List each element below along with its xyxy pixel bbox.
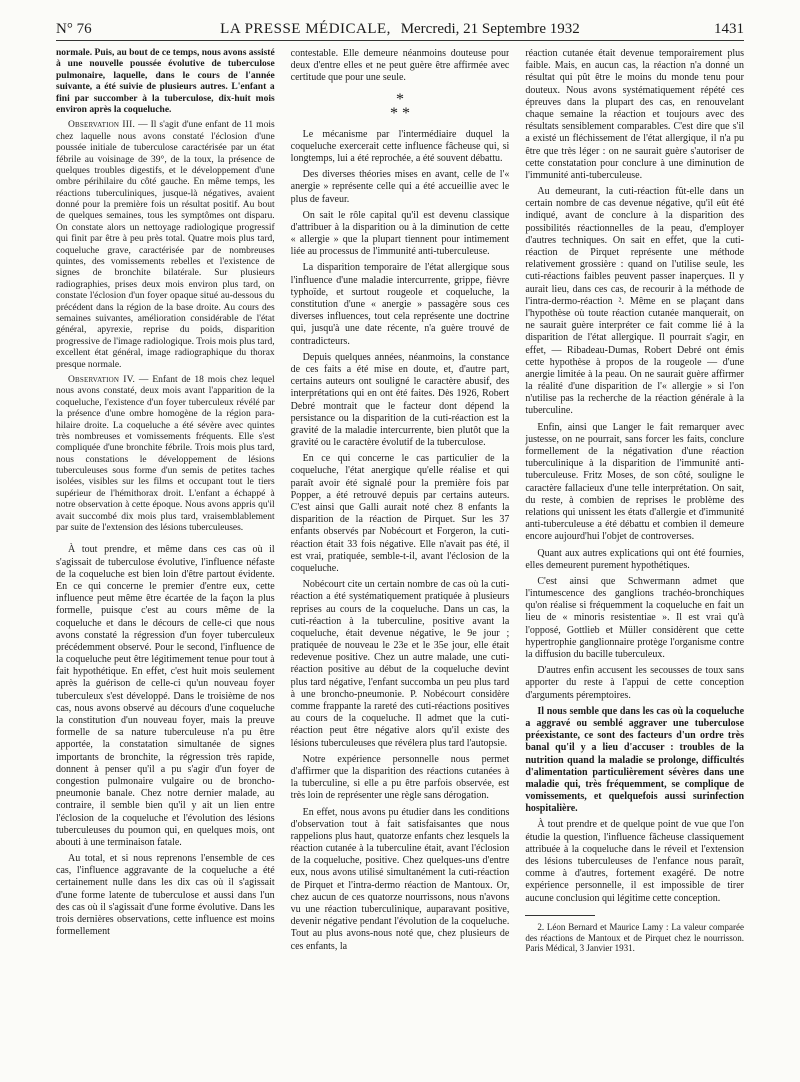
paragraph: contestable. Elle demeure néanmoins douteuse pour deux d'entre elles et ne peut guère être affirmée avec certitude que pour une seule. (290, 48, 510, 84)
paragraph: D'autres enfin accusent les secousses de toux sans apporter du reste à l'appui de cette conception d'arguments péremptoires. (525, 665, 745, 701)
journal-title: LA PRESSE MÉDICALE, (220, 21, 391, 37)
issue-number: N° 76 (56, 21, 92, 37)
header-rule (56, 40, 744, 41)
observation-text: — Enfant de 18 mois chez lequel nous avons constaté, deux mois avant l'apparition de la coqueluche, l'existence d'un foyer tuberculeux révélé par la présence d'une ombre homogène de la région para-hilaire droite. La coqueluche a été sévère avec quintes très nombreuses et vomissements fréquents. Elle s'est compliquée d'une bronchite fébrile. Trois mois plus tard, nous constations le développement de lésions tuberculeuses sous forme d'un semis de petites taches isolées, visibles sur les films et occupant tout le tiers supérieur de l'hémithorax droit. L'enfant a échappé à notre observation à cette époque. Nous avons appris qu'il avait succombé dix mois plus tard, vraisemblablement par suite de l'extension des lésions tuberculeuses. (56, 374, 275, 534)
column-3 (525, 48, 744, 1068)
observation-label: Observation IV. (68, 374, 136, 385)
paragraph: Le mécanisme par l'intermédiaire duquel la coqueluche exercerait cette influence fâcheuse qui, si longtemps, lui a été reprochée, a été souvent débattu. (290, 128, 510, 164)
observation-4 (56, 375, 275, 534)
paragraph: C'est ainsi que Schwermann admet que l'intumescence des ganglions trachéo-bronchiques qu'on réalise si fréquemment la coqueluche en fait un lieu de « minoris resistentiae ». Il est vrai qu'à l'opposé, Gottlieb et Müller considèrent que cette hypertrophie ganglionnaire protège l'organisme contre la diffusion du bacille tuberculeux. (525, 575, 745, 660)
page-header (56, 14, 744, 38)
observation-text: — Il s'agit d'une enfant de 11 mois chez laquelle nous avons constaté l'éclosion d'une poussée initiale de tuberculose caractérisée par un état fébrile au voisinage de 39°, de la toux, la présence de quelques troubles digestifs, et le développement d'une ombre périhilaire du côté gauche. En même temps, les réactions tuberculiniques, jusque-là négatives, avaient donné pour la première fois un résultat positif. Au bout de quelques semaines, tous les symptômes ont disparu. On constate alors un nettoyage radiologique progressif qui finit par être à peu près total. Quatre mois plus tard, coqueluche grave, caractérisée par de nombreuses quintes, des vomissements rebelles et l'existence de signes de bronchite bilatérale. Sur plusieurs radiographies, prises deux mois environ plus tard, on constate l'éclosion d'un foyer opaque situé au-dessous du précédent dans la région de la base droite. Au cours des semaines suivantes, amélioration considérable de l'état général, apyrexie, reprise du poids, disparition progressive de l'image radiologique. Trois mois plus tard, excellent état général, image radiographique du thorax presque normale. (56, 120, 275, 370)
paragraph: En effet, nous avons pu étudier dans les conditions d'observation tout à fait satisfaisantes que nous rappelions plus haut, quatorze enfants chez lesquels la réaction cutanée à la tuberculine était, avant l'éclosion de la coqueluche, positive. Chez quelques-uns d'entre eux, nous avons utilisé simultanément la cuti-réaction de Pirquet et l'intra-dermo réaction de Mantoux. Or, chez aucun de ces quatorze nourrissons, nous n'avons vu une réaction tuberculinique, auparavant positive, devenir négative pendant l'évolution de la coqueluche. Tout au plus avons-nous noté que, chez plusieurs de ces enfants, la (290, 806, 510, 952)
paragraph: Au total, et si nous reprenons l'ensemble de ces cas, l'influence aggravante de la coqueluche a été certainement nulle dans les dix cas où il s'agissait d'une forme latente de tuberculose et aussi dans l'un des cas où il s'agissait d'une forme évolutive. Dans les trois dernières observations, cette influence est moins formellement (56, 853, 275, 938)
paragraph: Depuis quelques années, néanmoins, la constance de ces faits a été mise en doute, et, d'autre part, certains auteurs ont souligné le caractère abusif, des interprétations qui en ont été faites. Dès 1926, Robert Debré montrait que le facteur dont dépend la persistance ou la disparition de la cuti-réaction est la gravité de la maladie intercurrente, bien plutôt que la gravité ou le caractère évolutif de la tuberculose. (290, 351, 510, 449)
paragraph: Au demeurant, la cuti-réaction fût-elle dans un certain nombre de cas devenue négative, qu'il eût été indiqué, avant de conclure à la disparition des possibilités réactionnelles de la peau, d'employer d'autres techniques. On sait en effet, que la cuti-réaction de Pirquet représente une méthode relativement grossière : quand on l'utilise seule, les cuti-réactions faibles peuvent passer inaperçues. Il y aurait lieu, dans ces cas, de recourir à la méthode de l'intra-dermo-réaction ². Même en se plaçant dans l'hypothèse où toute réaction cutanée manquerait, on ne saurait guère interpréter ce fait comme lié à la disparition de l'état allergique. Il pourrait s'agir, en effet, — Ribadeau-Dumas, Robert Debré ont émis cette hypothèse à propos de la rougeole — d'une anergie limitée à la peau. On ne saurait guère affirmer la réalité d'une disparition de l'« allergie » si l'on n'utilise pas la recherche de la réaction générale à la tuberculine. (525, 186, 745, 417)
paragraph: Nobécourt cite un certain nombre de cas où la cuti-réaction a été systématiquement pratiquée à plusieurs reprises au cours de la coqueluche. Dans un cas, la cuti-réaction à la tuberculine, positive avant la coqueluche, était devenue négative, le 9e jour ; pratiquée de nouveau le 23e et le 35e jour, elle était redevenue positive. Chez un autre malade, une cuti-réaction positive au début de la coqueluche devint plus tard négative, l'enfant succomba un peu plus tard à une broncho-pneumonie. P. Nobécourt considère comme frappante la rareté des cuti-réactions positives au cours de la coqueluche. Il admet que la cuti-réaction peut être négative alors qu'il existe des lésions tuberculeuses que révélera plus tard l'autopsie. (290, 579, 510, 749)
paragraph: Notre expérience personnelle nous permet d'affirmer que la disparition des réactions cutanées à la tuberculine, si elle a pu être parfois observée, est très loin de représenter une règle sans dérogation. (290, 753, 510, 802)
paragraph: Il nous semble que dans les cas où la coqueluche a aggravé ou semblé aggraver une tuberculose préexistante, ce sont des facteurs d'un ordre très banal qu'il y a lieu d'accuser : troubles de la nutrition quand la maladie se prolonge, difficultés d'alimentation particulièrement sévères dans une maladie qui, très fréquemment, se complique de vomissements, et quelquefois aussi surinfection hospitalière. (525, 705, 745, 815)
paragraph: La disparition temporaire de l'état allergique sous l'influence d'une maladie intercurrente, grippe, fièvre typhoïde, et surtout rougeole et coqueluche, la constitution d'une « anergie » passagère sous ces diverses influences, tout cela représente une doctrine qui, jusqu'à une date récente, n'a guère trouvé de contradicteurs. (290, 262, 510, 347)
paragraph: À tout prendre, et même dans ces cas où il s'agissait de tuberculose évolutive, l'influence néfaste de la coqueluche est bien loin d'être partout évidente. En ce qui concerne le premier d'entre eux, cette influence peut même être écartée de la façon la plus formelle, puisque c'est au cours même de la coqueluche et dans le décours de celle-ci que nous avons constaté la régression d'un foyer tuberculeux précédemment observé. Pour le second, l'influence de la coqueluche peut être légitimement tenue pour tout à fait hypothétique. En effet, c'est huit mois seulement après la guérison de celle-ci qu'un nouveau foyer tuberculeux s'est développé. Dans le troisième de nos cas, nous avons observé au décours d'une coqueluche la constitution d'un nouveau foyer, mais la preuve formelle de sa nature tuberculeuse n'a pu être apportée, la constatation simultanée de signes importants de bronchite, la régression très rapide, donnent à penser qu'il a pu s'agir d'un foyer de congestion pulmonaire vulgaire ou de broncho-pneumonie banale. Chez notre dernier malade, au contraire, il semble bien qu'il y ait un lien entre l'éclosion de la coqueluche et l'évolution des lésions tuberculeuses du poumon qui, en quelques mois, ont abouti à une terminaison fatale. (56, 544, 275, 848)
page-number: 1431 (713, 21, 744, 37)
observation-3 (56, 120, 275, 371)
paragraph: Des diverses théories mises en avant, celle de l'« anergie » représente celle qui a été accueillie avec le plus de faveur. (290, 169, 510, 205)
paragraph: Enfin, ainsi que Langer le fait remarquer avec justesse, on ne pourrait, sans forcer les faits, conclure formellement de la négativation d'une réaction tuberculinique à la disparition de l'immunité anti-tuberculeuse. Fritz Moses, de son côté, souligne le caractère fallacieux d'une telle interprétation. On sait, du reste, à combien de reprises le problème des relations qui unissent les états d'allergie et d'immunité anti-tuberculeuse a été débattu et combien il demeure encore aujourd'hui l'objet de controverses. (525, 421, 745, 543)
paragraph: réaction cutanée était devenue temporairement plus faible. Mais, en aucun cas, la réaction n'a donné un résultat qui pût être le moins du monde tenu pour douteux. Nous avons systématiquement répété ces épreuves dans la plupart des cas, en renouvelant chaque semaine la réaction et toujours avec des résultats sensiblement comparables. C'est dire que s'il a existé un fléchissement de l'état allergique, il n'a pu être que très léger : on ne saurait guère s'autoriser de cette constatation pour conclure à une diminution de l'immunité anti-tuberculeuse. (525, 48, 745, 181)
paragraph: Quant aux autres explications qui ont été fournies, elles demeurent purement hypothétiques. (525, 547, 745, 571)
journal-title-group (220, 21, 580, 38)
paragraph: normale. Puis, au bout de ce temps, nous avons assisté à une nouvelle poussée évolutive de tuberculose pulmonaire, laquelle, dans le cours de l'année suivante, a été suivie de plusieurs autres. L'enfant a fini par succomber à la tuberculose, dix-huit mois environ après la coqueluche. (56, 48, 275, 115)
article-body (56, 48, 744, 1068)
observation-label: Observation III. (68, 120, 136, 131)
footnote: 2. Léon Bernard et Maurice Lamy : La valeur comparée des réactions de Mantoux et de Pirquet chez le nourrisson. Paris Médical, 3 Janvier 1931. (525, 921, 745, 954)
column-1 (56, 48, 275, 1068)
section-asterism: * * * (390, 90, 410, 122)
paragraph: En ce qui concerne le cas particulier de la coqueluche, l'état anergique qu'elle réalise et qui paraît avoir été signalé pour la première fois par Popper, a été retrouvé depuis par certains auteurs. C'est ainsi que Galli aurait noté chez 8 enfants la disparition de la réaction de Pirquet. Sur les 37 enfants observés par Nobécourt et Forgeron, la cuti-réaction était 33 fois négative. Elle n'avait pas été, il est vrai, pratiquée, semble-t-il, avant l'éclosion de la coqueluche. (290, 453, 510, 574)
paragraph: À tout prendre et de quelque point de vue que l'on étudie la question, l'influence fâcheuse classiquement attribuée à la coqueluche dans le réveil et l'extension des lésions tuberculeuses de l'enfance nous paraît, comme à d'autres, fortement exagéré. De notre expérience personnelle, il est impossible de tirer aucune conclusion qui légitime cette conception. (525, 819, 745, 904)
issue-date: Mercredi, 21 Septembre 1932 (400, 21, 580, 37)
column-2 (291, 48, 510, 1068)
paragraph: On sait le rôle capital qu'il est devenu classique d'attribuer à la disparition ou à la diminution de cette « allergie » que la plupart tiennent pour intimement liée au processus de l'immunité anti-tuberculeuse. (290, 209, 510, 258)
footnote-rule (525, 915, 595, 916)
